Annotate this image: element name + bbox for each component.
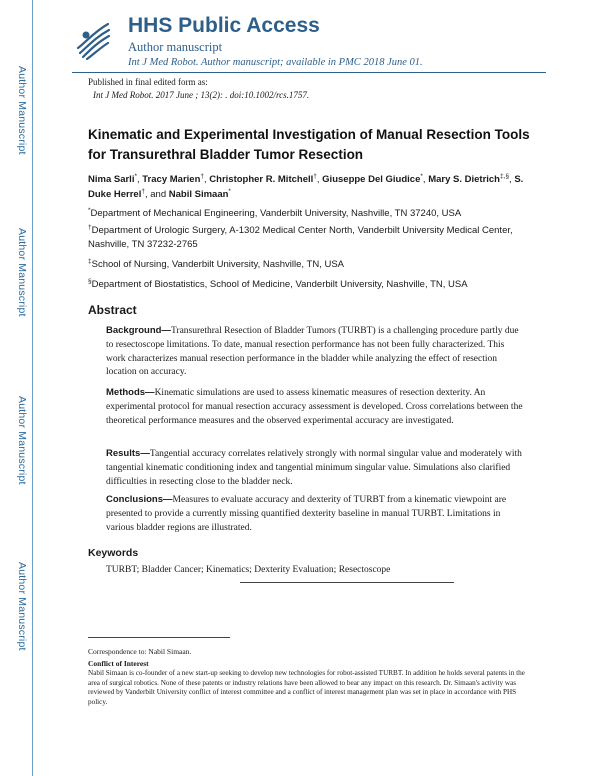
side-label-author-manuscript: Author Manuscript	[16, 228, 28, 317]
abstract-section-text: Measures to evaluate accuracy and dexterity of TURBT from a kinematic viewpoint are presented to provide a currently missing quantified dexterity baseline in manual TURBT. Limitations in various bladder regions are illustrated.	[106, 495, 507, 533]
author-mark: †	[200, 172, 204, 180]
affiliation	[88, 224, 548, 251]
author-manuscript-label: Author manuscript	[128, 40, 223, 54]
author-mark: *	[420, 172, 423, 180]
keywords-heading: Keywords	[88, 547, 139, 559]
abstract-conclusions	[106, 493, 526, 535]
abstract-section-text: Transurethral Resection of Bladder Tumors (TURBT) is a challenging procedure partly due to resectoscope limitations. To date, manual resection performance has not been fully characterized. This work characterizes manual resection performance in the bladder while analyzing the effect of resection location on accuracy.	[106, 326, 519, 378]
footnote-rule	[88, 637, 230, 638]
author-separator: ,	[422, 174, 429, 185]
author-mark: †	[313, 172, 317, 180]
affiliation	[88, 207, 548, 221]
side-label-author-manuscript: Author Manuscript	[16, 396, 28, 485]
affiliation-mark: ‡	[88, 257, 92, 265]
author-mark: *	[134, 172, 137, 180]
author-name: Christopher R. Mitchell	[209, 174, 314, 185]
journal-availability: Int J Med Robot. Author manuscript; available in PMC 2018 June 01.	[128, 57, 423, 68]
author-separator: ,	[137, 174, 143, 185]
author-separator: ,	[316, 174, 323, 185]
author-name: Tracy Marien	[142, 174, 201, 185]
abstract-section-label: Results—	[106, 448, 150, 459]
affiliation-text: Department of Mechanical Engineering, Vanderbilt University, Nashville, TN 37240, USA	[90, 208, 462, 219]
author-mark: †	[141, 187, 145, 195]
conflict-of-interest-heading: Conflict of Interest	[88, 659, 149, 668]
header-rule	[72, 72, 546, 73]
author-list	[88, 172, 543, 202]
abstract-background	[106, 324, 526, 380]
paper-title: Kinematic and Experimental Investigation of Manual Resection Tools for Transurethral Bladder Tumor Resection	[88, 127, 530, 162]
author-name: S. Duke Herrel	[88, 174, 524, 200]
margin-rule	[32, 0, 33, 776]
affiliation-mark: §	[88, 277, 92, 285]
affiliation	[88, 258, 548, 272]
affiliation-text: School of Nursing, Vanderbilt University, Nashville, TN, USA	[91, 259, 345, 270]
side-label-author-manuscript: Author Manuscript	[16, 562, 28, 651]
author-mark: ‡,§	[500, 172, 510, 180]
abstract-section-label: Background—	[106, 325, 171, 336]
abstract-results	[106, 447, 526, 489]
author-mark: *	[228, 187, 231, 195]
affiliation-mark: †	[88, 223, 92, 231]
author-separator: ,	[509, 174, 515, 185]
affiliation	[88, 278, 548, 292]
abstract-section-label: Methods—	[106, 387, 155, 398]
affiliation-text: Department of Urologic Surgery, A-1302 Medical Center North, Vanderbilt University Medical Center, Nashville, TN 37232-2765	[88, 225, 513, 250]
keywords-list: TURBT; Bladder Cancer; Kinematics; Dexterity Evaluation; Resectoscope	[106, 565, 391, 575]
hhs-eagle-logo-icon	[72, 18, 114, 60]
author-name: Nima Sarli	[88, 174, 135, 185]
publication-citation	[93, 90, 309, 100]
hhs-title: HHS Public Access	[128, 14, 320, 37]
affiliation-text: Department of Biostatistics, School of Medicine, Vanderbilt University, Nashville, TN, USA	[91, 279, 468, 290]
keywords-rule	[240, 582, 454, 583]
abstract-section-text: Tangential accuracy correlates relatively strongly with normal singular value and moderately with tangential kinematic conditioning index and tangential minimum singular value. Simulations also clarified difficulties in resecting close to the bladder neck.	[106, 449, 522, 487]
abstract-section-text: Kinematic simulations are used to assess kinematic measures of resection dexterity. An experimental protocol for manual resection accuracy assessment is developed. Cross correlations between the theoretical performance measures and the observed experimental accuracy are investigated.	[106, 388, 523, 426]
author-separator: ,	[204, 174, 210, 185]
published-final-form: Published in final edited form as:	[88, 77, 208, 87]
author-name: Nabil Simaan	[168, 189, 229, 200]
author-name: Giuseppe Del Giudice	[322, 174, 421, 185]
abstract-heading: Abstract	[88, 303, 137, 317]
abstract-methods	[106, 386, 526, 428]
side-label-author-manuscript: Author Manuscript	[16, 66, 28, 155]
publication-citation-text: Int J Med Robot. 2017 June ; 13(2): . doi:10.1002/rcs.1757.	[93, 90, 310, 100]
author-separator: , and	[144, 189, 169, 200]
abstract-section-label: Conclusions—	[106, 494, 173, 505]
conflict-of-interest-text: Nabil Simaan is co-founder of a new start-up seeking to develop new technologies for robot-assisted TURBT. In addition he holds several patents in the area of surgical robotics. None of these patents or industry relations have been allowed to bear any impact on this research. Dr. Simaan's activity was reviewed by Vanderbilt University conflict of interest committee and a conflict of interest management plan was set in place in accordance with PHS policy.	[88, 669, 525, 706]
affiliation-mark: *	[88, 206, 91, 214]
correspondence-note: Correspondence to: Nabil Simaan.	[88, 647, 192, 656]
author-name: Mary S. Dietrich	[428, 174, 500, 185]
